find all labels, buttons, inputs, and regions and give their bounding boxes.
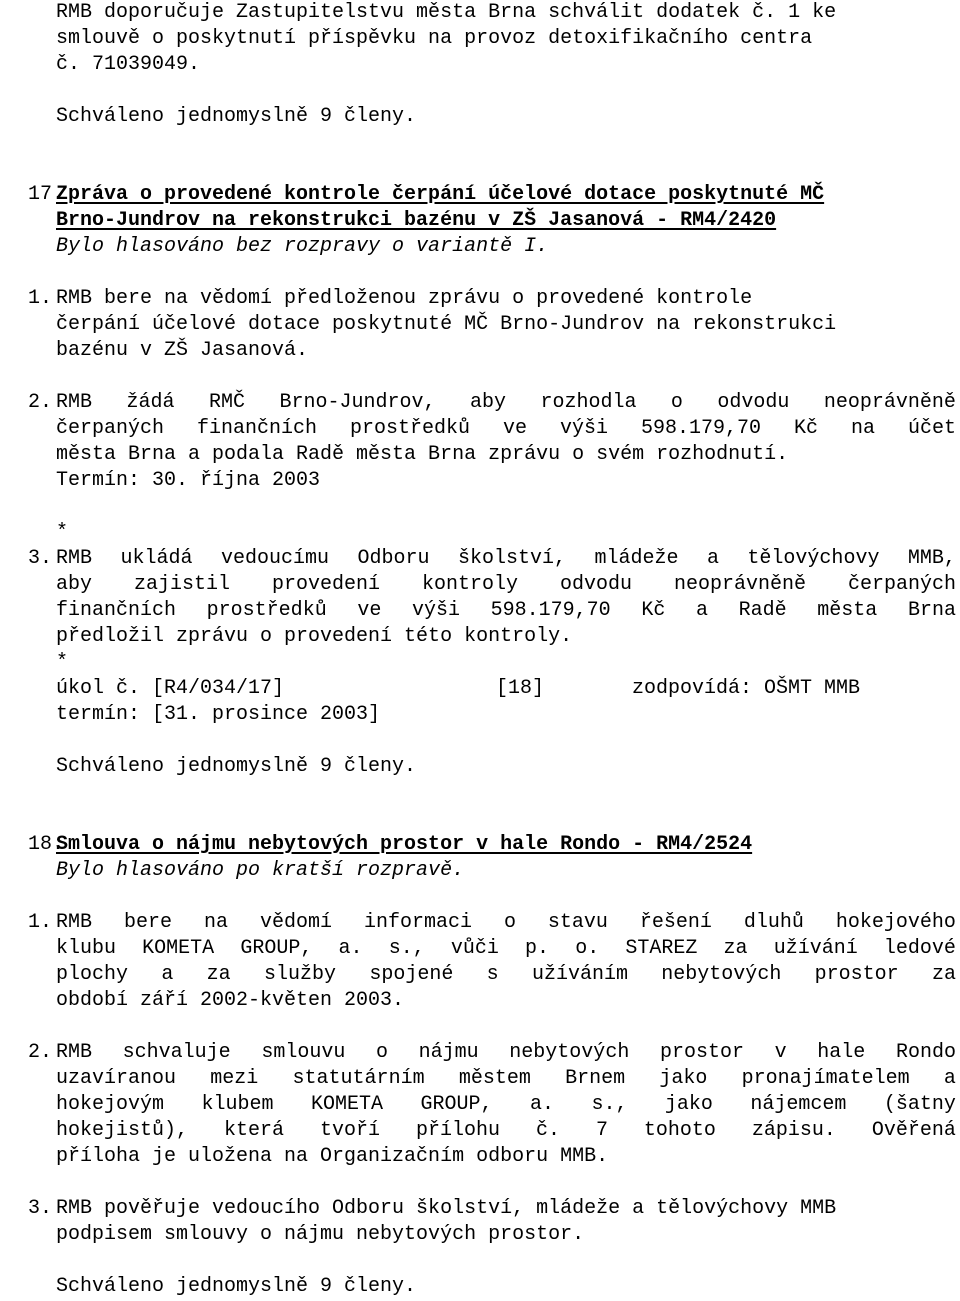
item-18-p2-line-5: příloha je uložena na Organizačním odboru MMB. (56, 1145, 609, 1168)
word: vedoucímu (220, 547, 329, 570)
item-17-number: 17. (28, 183, 65, 206)
word: a (943, 1067, 956, 1090)
item-18-vote-note: Bylo hlasováno po kratší rozpravě. (56, 859, 465, 882)
word: rozhodla (540, 391, 637, 414)
word: účet (907, 417, 956, 440)
word: kontroly (421, 573, 518, 596)
word: prostor (814, 963, 899, 986)
item-17-approval: Schváleno jednomyslně 9 členy. (56, 755, 417, 778)
item-17-vote-note: Bylo hlasováno bez rozpravy o variantě I. (56, 235, 549, 258)
word: jako (659, 1067, 708, 1090)
word: nebytových (661, 963, 782, 986)
word: GROUP, (240, 937, 313, 960)
item-18-p2-line-2 (56, 1066, 956, 1092)
word: hokejového (835, 911, 956, 934)
word: o (503, 911, 516, 934)
item-18-p1-number: 1. (28, 911, 53, 934)
task-number: [18] (496, 677, 545, 700)
word: zápisu. (751, 1119, 836, 1142)
item-17-p3-line-3 (56, 598, 956, 624)
word: Kč (641, 599, 666, 622)
word: 7 (595, 1119, 608, 1142)
word: odvodu (559, 573, 632, 596)
word: prostředků (206, 599, 327, 622)
word: a (161, 963, 174, 986)
intro-line-2: smlouvě o poskytnutí příspěvku na provoz detoxifikačního centra (56, 27, 813, 50)
word: RMČ (208, 391, 245, 414)
item-18-p2-line-4 (56, 1118, 956, 1144)
item-18-p3-number: 3. (28, 1197, 53, 1220)
item-18-p3-line-1: RMB pověřuje vedoucího Odboru školství, mládeže a tělovýchovy MMB (56, 1197, 837, 1220)
word: jako (664, 1093, 713, 1116)
task-code: úkol č. [R4/034/17] (56, 677, 285, 700)
task-responsible: zodpovídá: OŠMT MMB (632, 677, 861, 700)
word: nájmu (418, 1041, 479, 1064)
item-17-p1-line-1: RMB bere na vědomí předloženou zprávu o provedené kontrole (56, 287, 753, 310)
word: RMB (56, 911, 93, 934)
word: informaci (363, 911, 472, 934)
word: ledové (883, 937, 956, 960)
item-17-p2-number: 2. (28, 391, 53, 414)
word: čerpaných (56, 417, 165, 440)
item-18-approval: Schváleno jednomyslně 9 členy. (56, 1275, 417, 1298)
word: výši (412, 599, 461, 622)
word: Odboru (357, 547, 430, 570)
word: přílohu (415, 1119, 500, 1142)
word: (šatny (883, 1093, 956, 1116)
word: RMB (56, 547, 93, 570)
word: o (375, 1041, 388, 1064)
word: mezi (210, 1067, 259, 1090)
word: Kč (793, 417, 818, 440)
word: v (774, 1041, 787, 1064)
word: 598.179,70 (490, 599, 611, 622)
word: smlouvu (261, 1041, 346, 1064)
word: Rondo (895, 1041, 956, 1064)
word: MMB, (907, 547, 956, 570)
word: statutárním (292, 1067, 425, 1090)
item-18-p2-number: 2. (28, 1041, 53, 1064)
word: města (817, 599, 878, 622)
word: hale (817, 1041, 866, 1064)
word: řešení (639, 911, 712, 934)
item-17-p1-line-2: čerpání účelové dotace poskytnuté MČ Brno-Jundrov na rekonstrukci (56, 313, 837, 336)
item-18-p1-line-2 (56, 936, 956, 962)
word: tělovýchovy (747, 547, 880, 570)
word: hokejistů), (56, 1119, 189, 1142)
item-18-p2-line-1 (56, 1040, 956, 1066)
word: neoprávněně (823, 391, 956, 414)
word: finančních (56, 599, 177, 622)
word: 598.179,70 (640, 417, 761, 440)
item-17-p2-line-3: města Brna a podala Radě města Brna zprávu o svém rozhodnutí. (56, 443, 789, 466)
word: s., (591, 1093, 628, 1116)
word: KOMETA (142, 937, 215, 960)
word: čerpaných (847, 573, 956, 596)
word: na (850, 417, 875, 440)
word: klubem (201, 1093, 274, 1116)
word: finančních (197, 417, 318, 440)
word: s (486, 963, 499, 986)
word: a. (529, 1093, 554, 1116)
item-17-title-line-1: Zpráva o provedené kontrole čerpání účelové dotace poskytnuté MČ (56, 183, 825, 206)
word: spojené (369, 963, 454, 986)
word: vědomí (259, 911, 332, 934)
item-18-p1-line-4: období září 2002-květen 2003. (56, 989, 405, 1012)
word: Ověřená (871, 1119, 956, 1142)
word: bere (123, 911, 172, 934)
item-17-p2-deadline: Termín: 30. října 2003 (56, 469, 321, 492)
word: užíváním (531, 963, 628, 986)
word: nájemcem (750, 1093, 847, 1116)
word: aby (469, 391, 506, 414)
word: p. (525, 937, 550, 960)
item-17-p3-line-4: předložil zprávu o provedení této kontroly. (56, 625, 573, 648)
word: klubu (56, 937, 117, 960)
word: stavu (547, 911, 608, 934)
item-17-p3-line-1 (56, 546, 956, 572)
word: výši (559, 417, 608, 440)
item-17-p3-line-2 (56, 572, 956, 598)
word: a (706, 547, 719, 570)
item-17-star-1: * (56, 521, 69, 544)
word: RMB (56, 391, 93, 414)
word: odvodu (717, 391, 790, 414)
word: pronajímatelem (741, 1067, 910, 1090)
word: a. (338, 937, 363, 960)
word: provedení (271, 573, 380, 596)
word: vůči (450, 937, 499, 960)
word: za (723, 937, 748, 960)
word: ve (503, 417, 528, 440)
word: služby (263, 963, 336, 986)
item-17-p1-line-3: bazénu v ZŠ Jasanová. (56, 339, 309, 362)
word: zajistil (133, 573, 230, 596)
word: tohoto (643, 1119, 716, 1142)
word: prostor (659, 1041, 744, 1064)
word: ve (357, 599, 382, 622)
item-18-p1-line-3 (56, 962, 956, 988)
word: Radě (738, 599, 787, 622)
word: mládeže (594, 547, 679, 570)
intro-approval: Schváleno jednomyslně 9 členy. (56, 105, 417, 128)
word: Brno-Jundrov, (279, 391, 436, 414)
word: která (224, 1119, 285, 1142)
word: KOMETA (310, 1093, 383, 1116)
word: hokejovým (56, 1093, 165, 1116)
item-18-number: 18. (28, 833, 65, 856)
word: Brna (907, 599, 956, 622)
word: ukládá (120, 547, 193, 570)
word: o. (575, 937, 600, 960)
word: schvaluje (122, 1041, 231, 1064)
intro-line-3: č. 71039049. (56, 53, 201, 76)
item-17-p1-number: 1. (28, 287, 53, 310)
item-18-p3-line-2: podpisem smlouvy o nájmu nebytových prostor. (56, 1223, 585, 1246)
word: školství, (457, 547, 566, 570)
item-17-star-2: * (56, 651, 69, 674)
word: za (931, 963, 956, 986)
word: č. (535, 1119, 560, 1142)
item-17-p2-line-1 (56, 390, 956, 416)
word: RMB (56, 1041, 93, 1064)
word: městem (458, 1067, 531, 1090)
word: prostředků (350, 417, 471, 440)
word: na (203, 911, 228, 934)
word: STAREZ (625, 937, 698, 960)
item-17-p3-number: 3. (28, 547, 53, 570)
item-18-title: Smlouva o nájmu nebytových prostor v hale Rondo - RM4/2524 (56, 833, 753, 856)
word: dluhů (743, 911, 804, 934)
word: Brnem (565, 1067, 626, 1090)
word: plochy (56, 963, 129, 986)
word: o (670, 391, 683, 414)
item-18-p2-line-3 (56, 1092, 956, 1118)
word: neoprávněně (673, 573, 806, 596)
item-17-p2-line-2 (56, 416, 956, 442)
word: GROUP, (420, 1093, 493, 1116)
word: užívání (773, 937, 858, 960)
word: tvoří (319, 1119, 380, 1142)
item-17-title-line-2: Brno-Jundrov na rekonstrukci bazénu v ZŠ Jasanová - RM4/2420 (56, 209, 777, 232)
task-deadline: termín: [31. prosince 2003] (56, 703, 381, 726)
word: žádá (126, 391, 175, 414)
word: a (695, 599, 708, 622)
word: aby (56, 573, 93, 596)
word: uzavíranou (56, 1067, 177, 1090)
word: nebytových (509, 1041, 630, 1064)
word: za (206, 963, 231, 986)
word: s., (388, 937, 425, 960)
item-18-p1-line-1 (56, 910, 956, 936)
intro-line-1: RMB doporučuje Zastupitelstvu města Brna schválit dodatek č. 1 ke (56, 1, 837, 24)
